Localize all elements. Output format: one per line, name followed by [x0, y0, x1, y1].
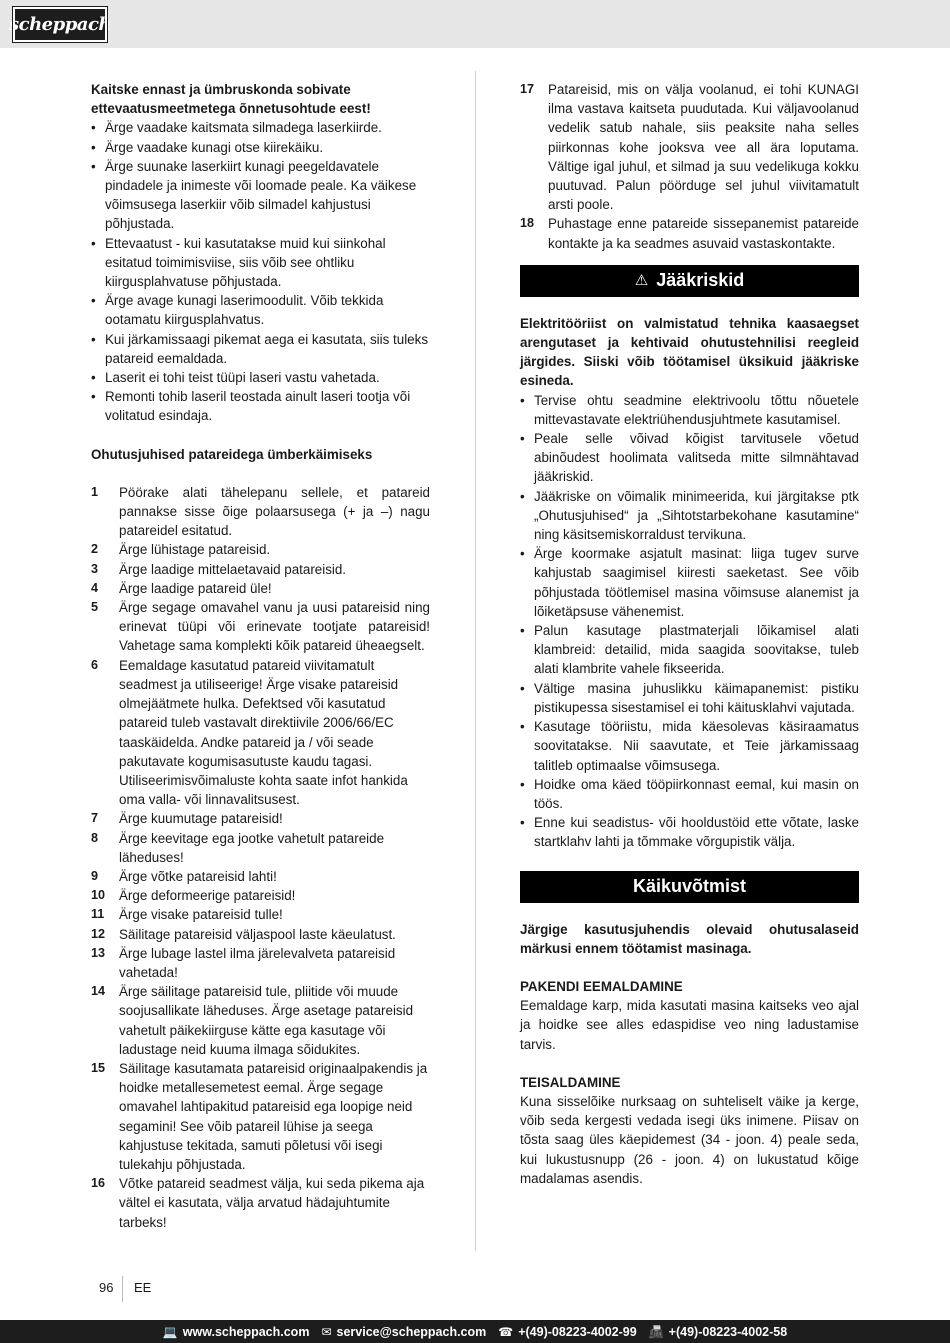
footer-fax-text: +(49)-08223-4002-58	[668, 1324, 788, 1339]
item-text: Võtke patareid seadmest välja, kui seda pikema aja vältel ei kasutata, välja arvatud hädajuhtumite tarbeks!	[119, 1176, 425, 1230]
list-item: • Ärge koormake asjatult masinat: liiga tugev surve kahjustab saagimisel kiiresti saeketast. See võib põhjustada töötlemisel masina võimsuse alanemist ja lõiketäpsuse vähenemist.	[520, 544, 859, 621]
unpacking-text: Eemaldage karp, mida kasutati masina kaitseks veo ajal ja hoidke see alles edaspidise veo ning ladustamise tarvis.	[520, 998, 859, 1052]
transport-text: Kuna sisselõike nurksaag on suhteliselt väike ja kerge, võib seda kergesti vedada isegi üks inimene. Piisav on tõsta saag üles käepidemest (34 - joon. 4) peale seda, kui lukustusnupp (26 - joon. 4) on lukustatud kõige madalamas asendis.	[520, 1093, 859, 1186]
list-item	[91, 656, 430, 810]
footer-web[interactable]	[163, 1325, 310, 1339]
list-item	[91, 809, 430, 828]
list-item	[91, 483, 430, 541]
item-number: 13	[91, 945, 106, 960]
residual-risks-intro: Elektritööriist on valmistatud tehnika kaasaegset arengutaset ja kehtivaid ohutustehnilisi reegleid järgides. Siiski võib töötamisel üksikuid jääkriske esineda.	[520, 315, 859, 389]
item-number: 2	[91, 542, 99, 557]
item-text: Ärge lubage lastel ilma järelevalveta patareisid vahetada!	[119, 945, 396, 980]
footer-web-text: www.scheppach.com	[182, 1324, 310, 1339]
list-item	[91, 1174, 430, 1232]
list-item: • Kui järkamissaagi pikemat aega ei kasutata, siis tuleks patareid eemaldada.	[91, 330, 430, 368]
footer-email-text: service@scheppach.com	[336, 1324, 487, 1339]
item-text: Säilitage patareisid väljaspool laste käeulatust.	[119, 926, 396, 942]
header-bar	[0, 0, 950, 48]
list-item: • Ärge vaadake kunagi otse kiirekäiku.	[91, 138, 430, 157]
item-number: 3	[91, 561, 99, 576]
battery-safety-list	[91, 483, 430, 1232]
list-item	[91, 560, 430, 579]
list-item: • Jääkriske on võimalik minimeerida, kui järgitakse ptk „Ohutusjuhised“ ja „Sihtotstarbekohane kasutamine“ ning käsitsemiskorraldust tervikuna.	[520, 487, 859, 545]
footer-phone-text: +(49)-08223-4002-99	[518, 1324, 637, 1339]
list-item: • Enne kui seadistus- või hooldustöid ette võtate, laske startklahv lahti ja tõmmake võrgupistik välja.	[520, 813, 859, 851]
page-number-divider	[122, 1276, 123, 1302]
list-item: • Palun kasutage plastmaterjali lõikamisel alati klambreid: detailid, mida saagida soovitakse, tuleb alati klambrite vahele fikseerida.	[520, 621, 859, 679]
footer-fax	[649, 1325, 787, 1339]
right-column	[520, 80, 859, 1188]
list-item: • Vältige masina juhuslikku käimapanemist: pistiku pistikupessa sisestamisel ei tohi käitusklahvi vajutada.	[520, 679, 859, 717]
footer-bar	[0, 1320, 950, 1343]
battery-safety-heading: Ohutusjuhised patareidega ümberkäimiseks	[91, 446, 373, 462]
item-text: Puhastage enne patareide sissepanemist patareide kontakte ja ka seadmes asuvaid vastaskontakte.	[548, 216, 859, 251]
item-text: Patareisid, mis on välja voolanud, ei tohi KUNAGI ilma vastava kaitseta puudutada. Kui väljavoolanud vedelik satub nahale, siis peaksite naha selles piirkonnas kohe jooksva vee all ära loputama. Vältige igal juhul, et silmad ja suu vedelikuga kokku puutuvad. Palun pöörduge sel juhul viivitamatult arsti poole.	[548, 82, 859, 213]
list-item	[91, 982, 430, 1059]
item-text: Ärge lühistage patareisid.	[119, 542, 271, 558]
list-item	[91, 540, 430, 559]
computer-icon: 💻	[162, 1324, 178, 1339]
list-item	[91, 925, 430, 944]
footer-email[interactable]	[321, 1325, 486, 1339]
item-text: Ärge deformeerige patareisid!	[119, 888, 296, 904]
item-number: 12	[91, 926, 106, 941]
item-number: 18	[520, 216, 535, 231]
list-item	[91, 598, 430, 656]
laser-safety-heading: Kaitske ennast ja ümbruskonda sobivate ettevaatusmeetmetega õnnetusohtude eest!	[91, 82, 371, 117]
list-item	[520, 214, 859, 252]
item-number: 14	[91, 984, 106, 999]
list-item: • Ärge suunake laserkiirt kunagi peegeldavatele pindadele ja inimeste või loomade peale. Ka väikese võimsusega laserkiir võib silmadel kahjustusi põhjustada.	[91, 157, 430, 234]
column-divider	[475, 71, 476, 1251]
item-number: 11	[91, 907, 105, 922]
item-number: 17	[520, 82, 535, 96]
list-item	[91, 829, 430, 867]
item-number: 10	[91, 888, 106, 903]
item-number: 8	[91, 830, 99, 845]
list-item: • Laserit ei tohi teist tüüpi laseri vastu vahetada.	[91, 368, 430, 387]
warning-icon: ⚠	[634, 272, 649, 290]
item-number: 4	[91, 580, 99, 595]
item-text: Ärge võtke patareisid lahti!	[119, 868, 277, 884]
list-item	[520, 80, 859, 214]
item-text: Ärge laadige patareid üle!	[119, 580, 272, 596]
list-item	[91, 944, 430, 982]
item-number: 9	[91, 868, 99, 883]
list-item: • Hoidke oma käed tööpiirkonnast eemal, kui masin on töös.	[520, 775, 859, 813]
list-item: • Ärge vaadake kaitsmata silmadega laserkiirde.	[91, 118, 430, 137]
battery-safety-list-continued	[520, 80, 859, 253]
item-text: Ärge laadige mittelaetavaid patareisid.	[119, 561, 347, 577]
item-text: Ärge keevitage ega jootke vahetult patareide läheduses!	[119, 830, 385, 865]
item-text: Ärge visake patareisid tulle!	[119, 907, 283, 923]
laser-safety-list	[91, 118, 430, 425]
unpacking-heading: PAKENDI EEMALDAMINE	[520, 978, 683, 994]
list-item	[91, 886, 430, 905]
item-text: Säilitage kasutamata patareisid originaalpakendis ja hoidke metallesemetest eemal. Ärge segage omavahel lahtipakitud patareisid ega loopige neid segamini! See võib patareil lühise ja seega kahjustuse tekitada, samuti põletusi või isegi tulekahju põhjustada.	[119, 1060, 428, 1172]
item-text: Ärge säilitage patareisid tule, pliitide või muude soojusallikate läheduses. Ärge asetage patareisid vahetult päikekiirguse kätte ega kasutage või ladustage neid kuuma ilmaga sõidukites.	[119, 984, 414, 1057]
item-number: 7	[91, 811, 99, 826]
list-item: • Remonti tohib laseril teostada ainult laseri tootja või volitatud esindaja.	[91, 387, 430, 425]
list-item: • Ettevaatust - kui kasutatakse muid kui siinkohal esitatud toimimisviise, siis võib see ohtliku kiirgusplahvatuse põhjustada.	[91, 234, 430, 292]
item-number: 16	[91, 1176, 106, 1191]
list-item: • Kasutage tööriistu, mida käesolevas käsiraamatus soovitatakse. Nii saavutate, et Teie järkamissaag talitleb optimaalse võimsusega.	[520, 717, 859, 775]
phone-icon: ☎	[498, 1324, 514, 1339]
item-number: 5	[91, 600, 99, 615]
left-column	[91, 80, 430, 1232]
list-item: • Peale selle võivad kõigist tarvitusele võetud abinõudest hoolimata valitseda mitte silmnähtavad jääkriskid.	[520, 429, 859, 487]
list-item	[91, 579, 430, 598]
startup-intro: Järgige kasutusjuhendis olevaid ohutusalaseid märkusi ennem töötamist masinaga.	[520, 921, 859, 956]
transport-heading: TEISALDAMINE	[520, 1074, 621, 1090]
startup-title: Käikuvõtmist	[632, 875, 747, 896]
list-item	[91, 867, 430, 886]
residual-risks-title-bar	[520, 265, 859, 297]
footer-phone	[498, 1325, 636, 1339]
item-number: 15	[91, 1060, 106, 1075]
language-code: EE	[134, 1280, 152, 1295]
item-text: Eemaldage kasutatud patareid viivitamatult seadmest ja utiliseerige! Ärge visake patareisid olmejäätmete hulka. Defektsed või kasutatud patareid tuleb vastavalt direktiivile 2006/66/EC taaskäidelda. Andke patareid ja / või seade pakutavate kogumisasutuste kaudu tagasi. Utiliseerimisvõimaluste kohta saate infot hankida oma valla- või linnavalitsusest.	[119, 657, 408, 808]
list-item: • Tervise ohtu seadmine elektrivoolu tõttu nõuetele mittevastavate elektriühendusjuhtmete kasutamisel.	[520, 391, 859, 429]
list-item	[91, 905, 430, 924]
item-text: Ärge segage omavahel vanu ja uusi patareisid ning erinevat tüüpi või erinevate tootjate patareisid! Vahetage sama komplekti kõik patareid üheaegselt.	[119, 600, 430, 654]
scheppach-logo: scheppach	[13, 7, 107, 42]
item-number: 6	[91, 657, 99, 672]
fax-icon: 📠	[648, 1324, 664, 1339]
item-number: 1	[91, 484, 99, 499]
mail-icon: ✉	[321, 1324, 332, 1339]
page-number: 96	[99, 1280, 114, 1295]
residual-risks-title: Jääkriskid	[656, 270, 745, 291]
residual-risks-list	[520, 391, 859, 852]
startup-title-bar	[520, 871, 859, 903]
item-text: Ärge kuumutage patareisid!	[119, 811, 283, 827]
list-item: • Ärge avage kunagi laserimoodulit. Võib tekkida ootamatu kiirgusplahvatus.	[91, 291, 430, 329]
item-text: Pöörake alati tähelepanu sellele, et patareid pannakse sisse õige polaarsusega (+ ja –) nagu patareidel esitatud.	[119, 484, 430, 539]
list-item	[91, 1059, 430, 1174]
